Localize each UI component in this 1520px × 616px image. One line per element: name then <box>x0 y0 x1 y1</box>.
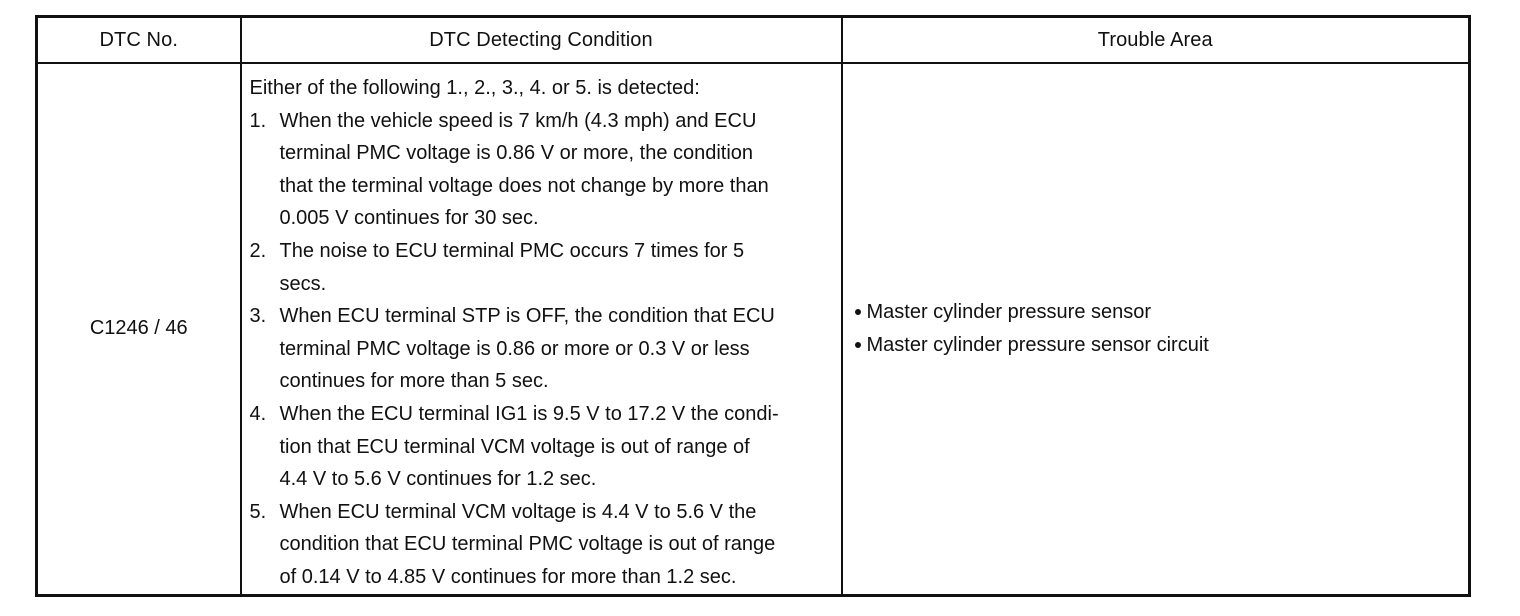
condition-number: 5. <box>249 500 267 523</box>
condition-text <box>280 398 833 496</box>
condition-line: terminal PMC voltage is 0.86 or more or 0.3 V or less <box>279 337 750 360</box>
condition-list <box>250 105 833 594</box>
condition-line: tion that ECU terminal VCM voltage is out of range of <box>279 435 750 458</box>
condition-item <box>250 105 833 235</box>
detecting-condition-cell <box>241 63 842 595</box>
condition-line: When ECU terminal VCM voltage is 4.4 V to 5.6 V the <box>279 500 757 523</box>
condition-number: 3. <box>249 305 267 328</box>
condition-text <box>280 496 833 594</box>
condition-line: secs. <box>279 272 327 295</box>
condition-number: 1. <box>249 109 267 132</box>
trouble-area-text: Master cylinder pressure sensor <box>866 300 1152 323</box>
condition-text <box>280 105 833 235</box>
condition-item <box>250 398 833 496</box>
condition-item <box>250 496 833 594</box>
trouble-area-item <box>855 329 1469 362</box>
condition-line: When the vehicle speed is 7 km/h (4.3 mph) and ECU <box>279 109 757 132</box>
condition-number: 2. <box>249 239 267 262</box>
condition-line: When the ECU terminal IG1 is 9.5 V to 17.2 V the condi- <box>279 402 779 425</box>
condition-line: condition that ECU terminal PMC voltage is out of range <box>279 533 776 556</box>
dtc-table <box>35 15 1471 597</box>
trouble-area-cell <box>842 63 1470 595</box>
table-row <box>37 63 1470 595</box>
header-trouble-area: Trouble Area <box>842 17 1470 64</box>
condition-line: When ECU terminal STP is OFF, the condition that ECU <box>279 305 775 328</box>
dtc-number-cell: C1246 / 46 <box>37 63 241 595</box>
condition-line: 4.4 V to 5.6 V continues for 1.2 sec. <box>279 468 597 491</box>
condition-number: 4. <box>249 402 267 425</box>
bullet-icon <box>855 342 861 348</box>
condition-text <box>280 235 833 300</box>
condition-item <box>250 300 833 398</box>
header-dtc-no: DTC No. <box>37 17 241 64</box>
condition-line: terminal PMC voltage is 0.86 V or more, the condition <box>279 142 754 165</box>
header-row <box>37 17 1470 64</box>
trouble-area-text: Master cylinder pressure sensor circuit <box>866 333 1209 356</box>
condition-intro: Either of the following 1., 2., 3., 4. or 5. is detected: <box>249 77 700 99</box>
condition-line: The noise to ECU terminal PMC occurs 7 times for 5 <box>279 239 745 262</box>
trouble-area-item <box>855 296 1469 329</box>
condition-line: 0.005 V continues for 30 sec. <box>279 207 539 230</box>
condition-item <box>250 235 833 300</box>
condition-text <box>280 300 833 398</box>
condition-line: continues for more than 5 sec. <box>279 370 549 393</box>
condition-line: of 0.14 V to 4.85 V continues for more than 1.2 sec. <box>279 565 737 588</box>
bullet-icon <box>855 309 861 315</box>
condition-line: that the terminal voltage does not change by more than <box>279 174 769 197</box>
header-detecting-condition: DTC Detecting Condition <box>241 17 842 64</box>
